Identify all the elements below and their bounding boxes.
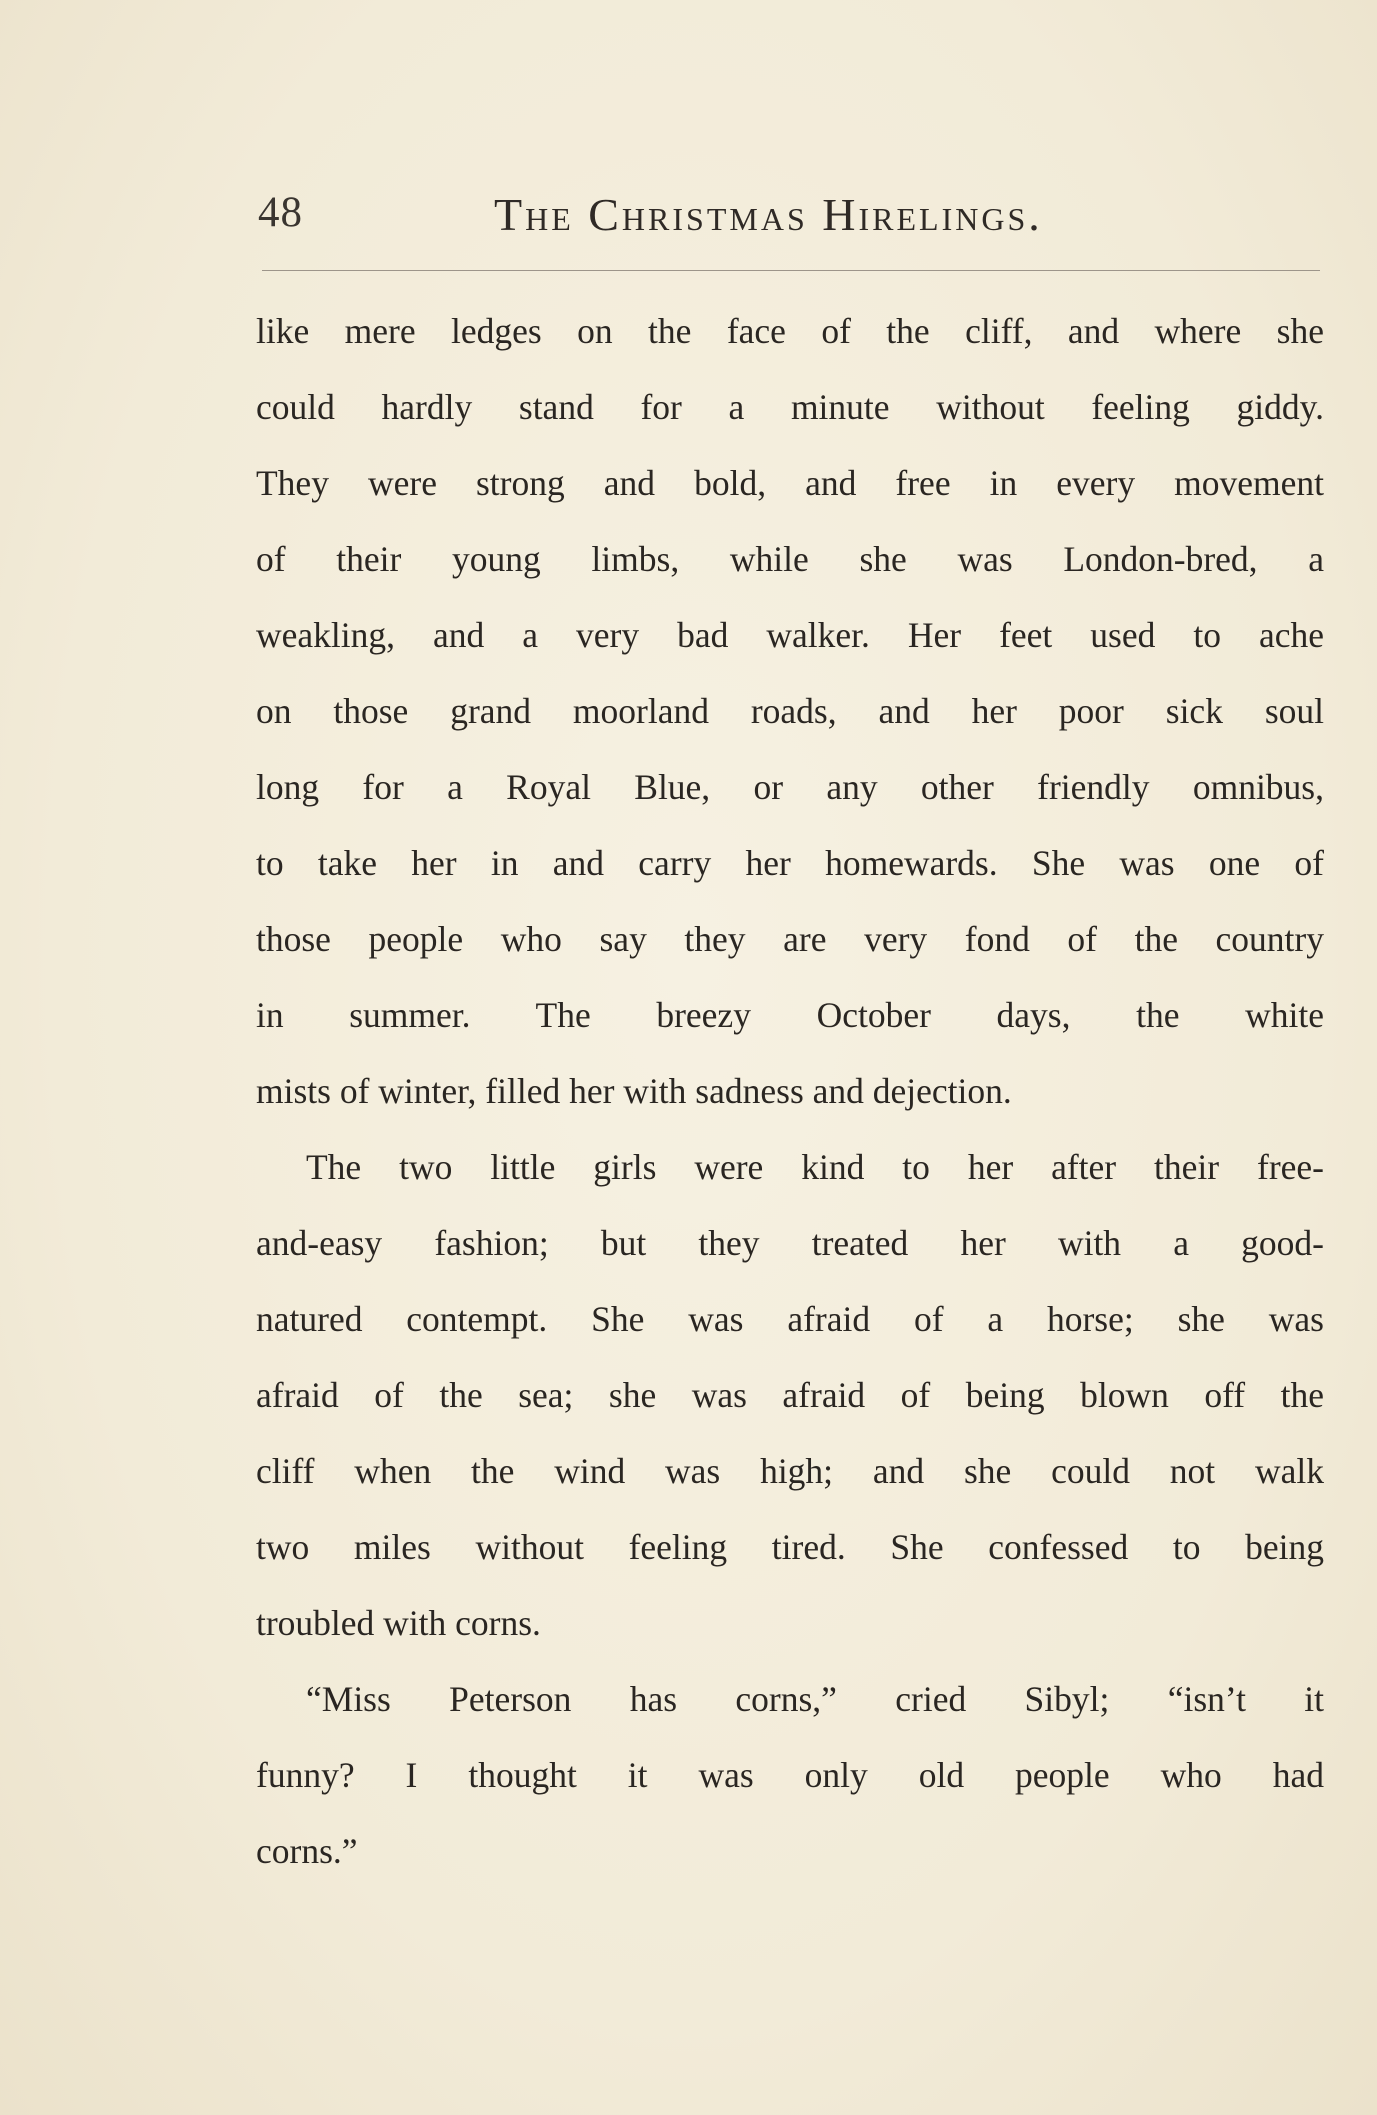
text-line: in summer. The breezy October days, the white xyxy=(256,995,1324,1035)
text-line: of their young limbs, while she was London-bred, a xyxy=(256,539,1324,579)
text-line: on those grand moorland roads, and her poor sick soul xyxy=(256,691,1324,731)
text-line: The two little girls were kind to her after their free- xyxy=(306,1147,1324,1187)
text-line: like mere ledges on the face of the cliff, and where she xyxy=(256,311,1324,351)
text-line: cliff when the wind was high; and she could not walk xyxy=(256,1451,1324,1491)
text-line: to take her in and carry her homewards. She was one of xyxy=(256,843,1324,883)
text-line: troubled with corns. xyxy=(256,1603,541,1643)
text-line: “Miss Peterson has corns,” cried Sibyl; “isn’t it xyxy=(306,1679,1324,1719)
text-line: mists of winter, filled her with sadness and dejection. xyxy=(256,1071,1012,1111)
text-line: natured contempt. She was afraid of a horse; she was xyxy=(256,1299,1324,1339)
text-line: funny? I thought it was only old people who had xyxy=(256,1755,1324,1795)
page-number: 48 xyxy=(258,189,303,236)
text-line: those people who say they are very fond of the country xyxy=(256,919,1324,959)
header-rule xyxy=(262,270,1320,271)
running-head: The Christmas Hirelings. xyxy=(494,189,1043,240)
page-header xyxy=(258,188,1320,244)
text-line: long for a Royal Blue, or any other friendly omnibus, xyxy=(256,767,1324,807)
text-line: and-easy fashion; but they treated her with a good- xyxy=(256,1223,1324,1263)
text-line: corns.” xyxy=(256,1831,358,1871)
text-line: weakling, and a very bad walker. Her feet used to ache xyxy=(256,615,1324,655)
text-line: They were strong and bold, and free in every movement xyxy=(256,463,1324,503)
text-line: two miles without feeling tired. She confessed to being xyxy=(256,1527,1324,1567)
text-line: afraid of the sea; she was afraid of being blown off the xyxy=(256,1375,1324,1415)
text-line: could hardly stand for a minute without feeling giddy. xyxy=(256,387,1324,427)
